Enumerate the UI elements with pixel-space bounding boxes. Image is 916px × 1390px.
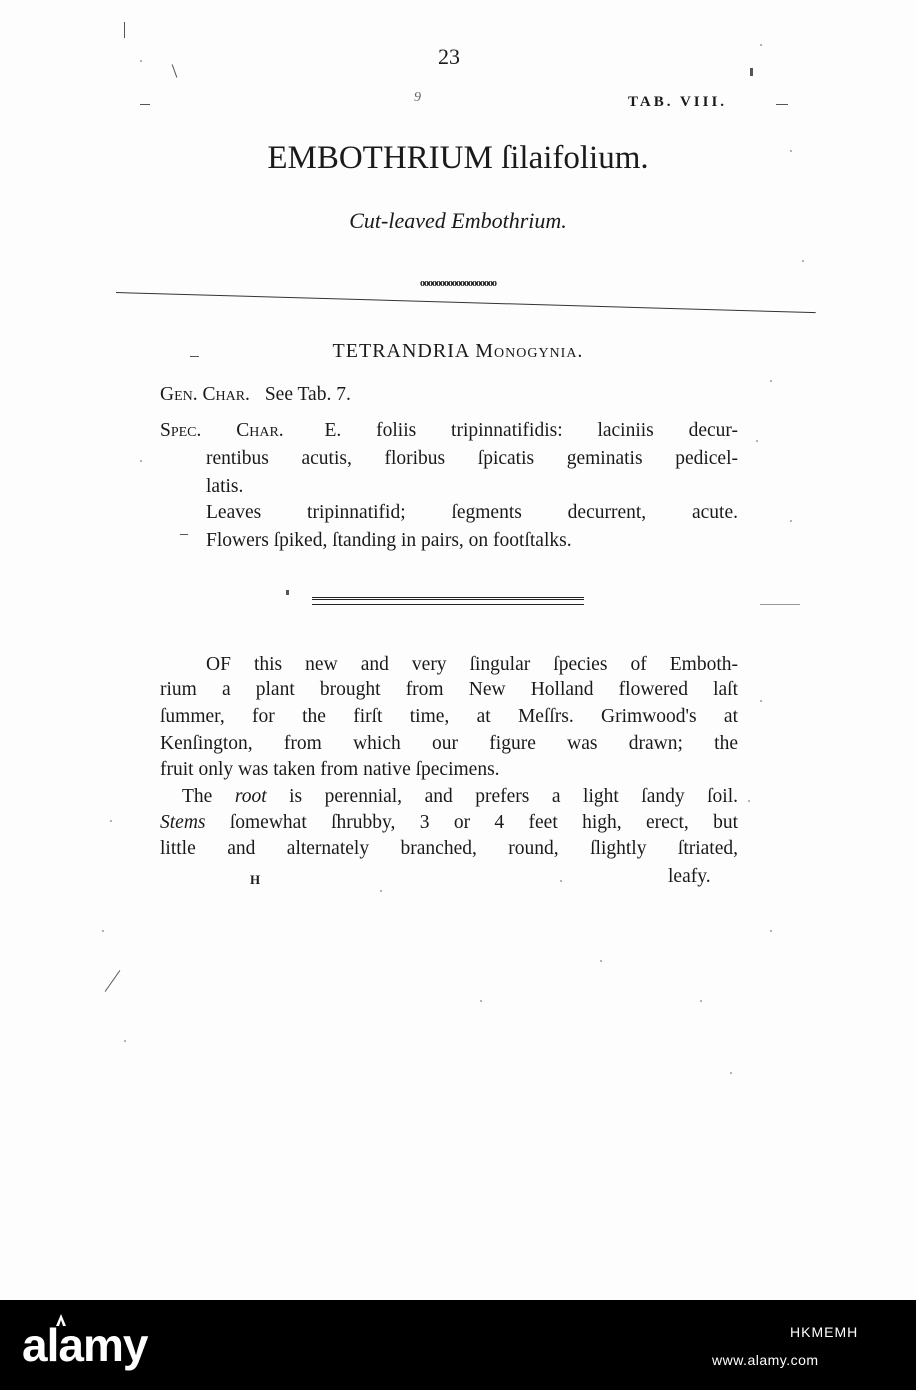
page-title: EMBOTHRIUM ſilaifolium. [267,140,649,176]
catchword: leafy. [668,866,711,887]
gen-char-label: Gen. Char. [160,384,250,405]
body-line-1: OF this new and very ſingular ſpecies of Emboth- [206,654,738,675]
margin-mark [760,604,800,605]
stems-term: Stems [160,812,206,833]
scan-speck [110,820,112,822]
spec-char-latin-2: rentibus acutis, floribus ſpicatis geminatis pedicel- [206,448,738,469]
spec-char-label: Spec. Char. [160,420,284,441]
margin-mark [190,356,199,357]
scan-speck [760,44,762,46]
scan-speck [102,930,104,932]
body-paragraph-stems [160,812,738,834]
body-line-2: rium a plant brought from New Holland flowered laſt [160,679,738,700]
plate-handwritten-mark: 9 [414,90,421,105]
scan-speck [730,1072,732,1074]
double-rule [312,597,584,605]
plate-label: TAB. VIII. [628,94,728,110]
classification-class: TETRANDRIA [332,340,470,362]
linnaean-classification [0,340,916,363]
scan-speck [380,890,382,892]
spec-char-english-1: Leaves tripinnatifid; ſegments decurrent, acute. [206,502,738,523]
scan-speck [124,1040,126,1042]
body-line-stems-2: little and alternately branched, round, ſlightly ſtriated, [160,838,738,859]
root-rest: is perennial, and prefers a light ſandy ſoil. [266,786,738,807]
scan-speck [140,60,142,62]
generic-character [160,384,351,406]
spec-char-english-2: Flowers ſpiked, ſtanding in pairs, on footſtalks. [206,530,572,551]
ornament-rule: ooooooooooooooooooo [420,278,496,289]
margin-mark [180,534,188,535]
page-subtitle: Cut-leaved Embothrium. [349,208,567,233]
root-lead: The [182,786,235,807]
margin-mark [124,22,125,38]
scan-speck [600,960,602,962]
scan-speck [790,520,792,522]
stock-url: www.alamy.com [712,1352,819,1368]
signature-mark: H [250,872,261,887]
margin-mark [750,68,753,76]
margin-mark [140,104,150,105]
stock-logo: alamy [22,1319,148,1371]
scan-speck [140,460,142,462]
classification-order: Monogynia. [475,340,584,362]
scan-speck [756,440,758,442]
gen-char-text: See Tab. 7. [264,384,351,405]
spec-char-latin-1: E. foliis tripinnatifidis: laciniis decur- [324,420,739,441]
scan-speck [802,260,804,262]
scan-speck [790,150,792,152]
body-line-4: Kenſington, from which our figure was drawn; the [160,733,738,754]
scan-speck [480,1000,482,1002]
scan-speck [770,380,772,382]
scan-speck [748,800,750,802]
margin-mark [286,590,289,595]
specific-character-line-1 [160,420,738,442]
margin-mark [776,104,788,105]
scan-speck [760,700,762,702]
body-paragraph-root [182,786,738,808]
scan-speck [770,930,772,932]
scan-speck [560,880,562,882]
root-term: root [234,786,267,807]
body-line-3: ſummer, for the firſt time, at Meſſrs. Grimwood's at [160,706,738,727]
page-number: 23 [438,44,460,69]
scan-speck [700,1000,702,1002]
spec-char-latin-3: latis. [206,476,244,497]
stock-image-id: HKMEMH [790,1324,859,1340]
body-line-5: fruit only was taken from native ſpecimens. [160,759,500,780]
stems-rest: ſomewhat ſhrubby, 3 or 4 feet high, erect, but [205,812,738,833]
